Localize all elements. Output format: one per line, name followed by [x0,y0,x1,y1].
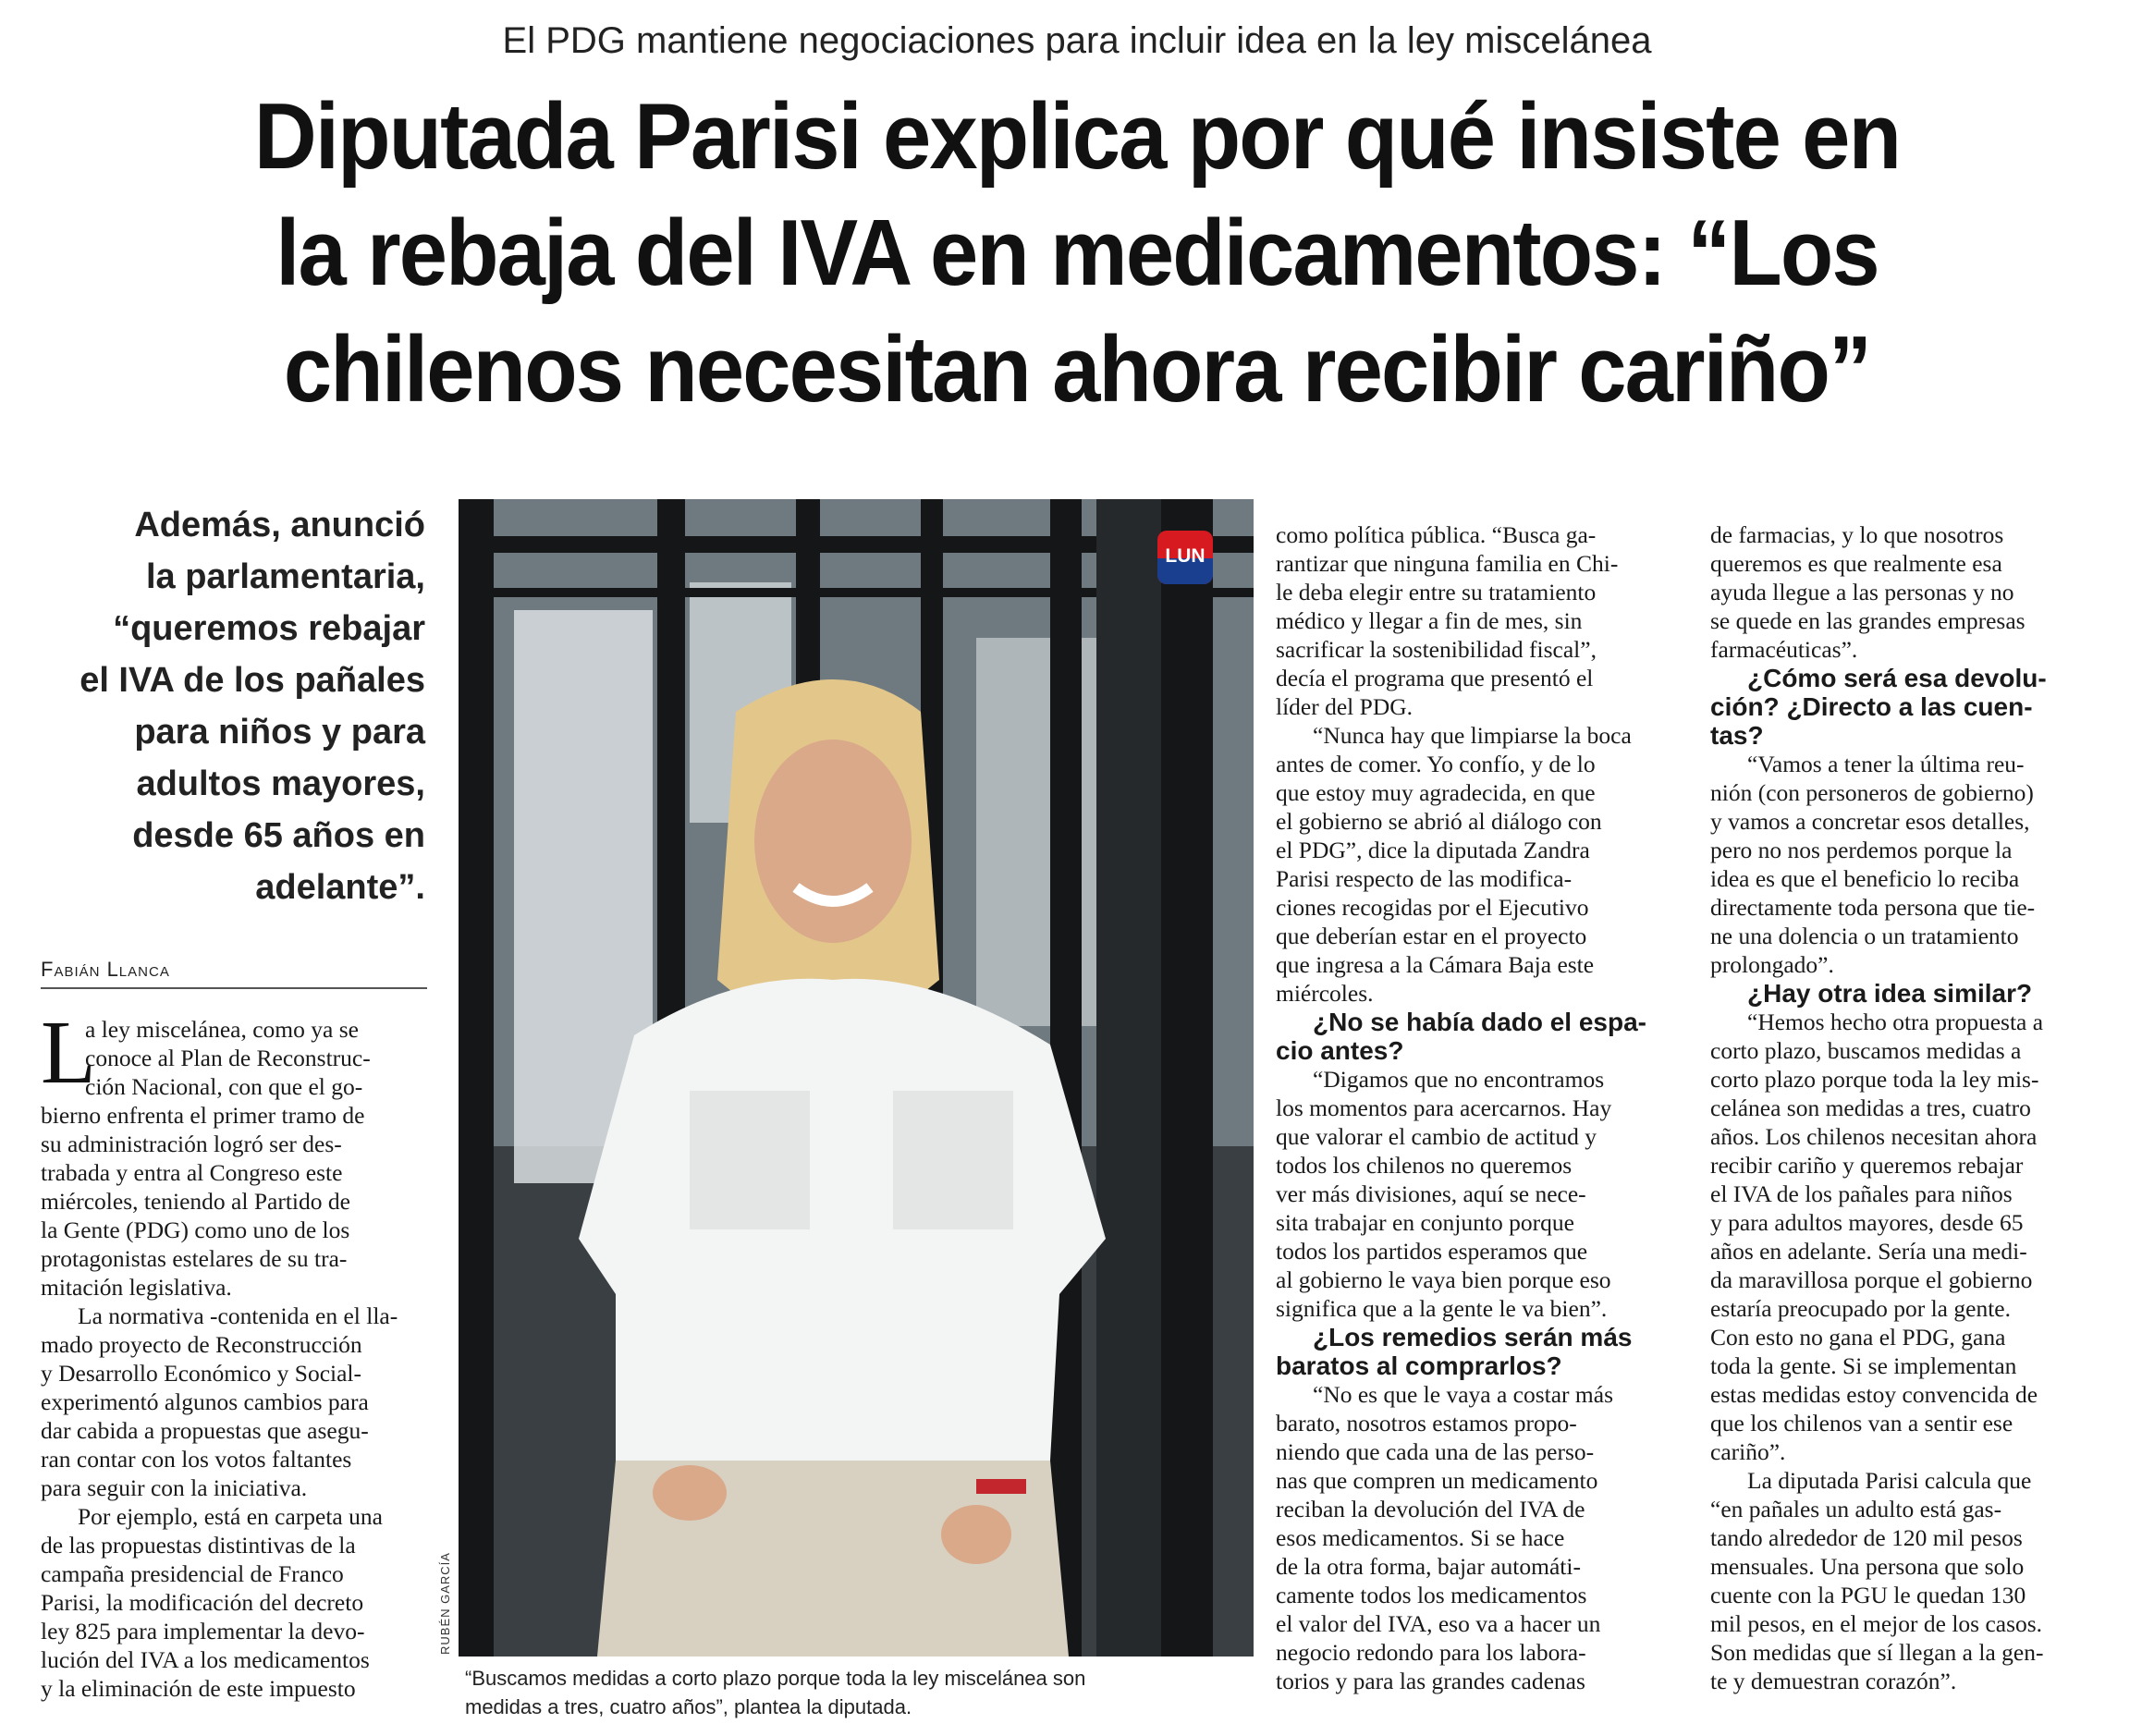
article-column-1 [41,1015,429,1703]
text-line: ciones recogidas por el Ejecutivo [1276,894,1589,921]
kicker: El PDG mantiene negociaciones para incluir idea en la ley miscelánea [502,20,1652,61]
text-line: los momentos para acercarnos. Hay [1276,1094,1612,1121]
text-line: que estoy muy agradecida, en que [1276,779,1596,806]
text-line: corto plazo, buscamos medidas a [1710,1037,2022,1064]
deck-line: para niños y para [134,713,425,752]
text-line: sita trabajar en conjunto porque [1276,1209,1574,1236]
text-line: recibir cariño y queremos rebajar [1710,1152,2024,1179]
photo-credit: RUBÉN GARCÍA [438,1552,452,1655]
text-line: idea es que el beneficio lo reciba [1710,865,2020,892]
text-line: a ley miscelánea, como ya se [85,1016,359,1043]
caption-line: medidas a tres, cuatro años”, plantea la diputada. [465,1695,912,1718]
text-line: rantizar que ninguna familia en Chi- [1276,550,1619,577]
deck-line: adelante”. [255,868,425,907]
article-column-4 [1710,520,2099,1695]
text-line: tando alrededor de 120 mil pesos [1710,1524,2023,1551]
text-line: antes de comer. Yo confío, y de lo [1276,751,1596,777]
text-line: reciban la devolución del IVA de [1276,1496,1585,1522]
text-line: como política pública. “Busca ga- [1276,521,1597,548]
text-line: mado proyecto de Reconstrucción [41,1331,362,1358]
text-line: para seguir con la iniciativa. [41,1474,308,1501]
text-line: cuente con la PGU le quedan 130 [1710,1582,2026,1608]
headline-line: la rebaja del IVA en medicamentos: “Los [275,202,1879,305]
text-line: mensuales. Una persona que solo [1710,1553,2025,1580]
deck [37,499,425,913]
text-line: toda la gente. Si se implementan [1710,1352,2017,1379]
text-line: Parisi, la modificación del decreto [41,1589,364,1616]
text-line: miércoles, teniendo al Partido de [41,1188,350,1215]
text-line: que deberían estar en el proyecto [1276,923,1587,949]
text-line: ley 825 para implementar la devo- [41,1618,365,1644]
deck-line: desde 65 años en [132,816,425,855]
text-line: ción Nacional, con que el go- [85,1073,363,1100]
photo-caption [465,1664,1251,1721]
text-line: estaría preocupado por la gente. [1710,1295,2011,1322]
text-line: que ingresa a la Cámara Baja este [1276,951,1595,978]
text-line: significa que a la gente le va bien”. [1276,1295,1608,1322]
text-line: prolongado”. [1710,951,1834,978]
text-line: de farmacias, y lo que nosotros [1710,521,2004,548]
text-line: ne una dolencia o un tratamiento [1710,923,2019,949]
text-line: nión (con personeros de gobierno) [1710,779,2034,806]
text-line: dar cabida a propuestas que asegu- [41,1417,369,1444]
deck-line: adultos mayores, [136,764,425,803]
lun-logo [1157,531,1213,584]
text-line: Con esto no gana el PDG, gana [1710,1324,2006,1351]
text-line: “Digamos que no encontramos [1313,1066,1605,1093]
text-line: negocio redondo para los labora- [1276,1639,1586,1666]
text-line: la Gente (PDG) como uno de los [41,1216,350,1243]
text-line: ayuda llegue a las personas y no [1710,579,2014,605]
text-line: su administración logró ser des- [41,1131,342,1157]
text-line: “Hemos hecho otra propuesta a [1747,1009,2044,1035]
text-line: y para adultos mayores, desde 65 [1710,1209,2024,1236]
headline [127,79,2026,428]
question-line: ¿Los remedios serán más [1313,1323,1633,1351]
headline-line: Diputada Parisi explica por qué insiste en [253,85,1901,189]
question-line: ¿No se había dado el espa- [1313,1008,1646,1036]
text-line: de las propuestas distintivas de la [41,1532,356,1559]
text-line: años. Los chilenos necesitan ahora [1710,1123,2038,1150]
text-line: da maravillosa porque el gobierno [1710,1266,2033,1293]
text-line: conoce al Plan de Reconstruc- [85,1045,371,1071]
text-line: bierno enfrenta el primer tramo de [41,1102,365,1129]
text-line: se quede en las grandes empresas [1710,607,2025,634]
byline: Fabián Llanca [41,958,427,989]
question-line: baratos al comprarlos? [1276,1351,1562,1380]
text-line: esos medicamentos. Si se hace [1276,1524,1565,1551]
caption-line: “Buscamos medidas a corto plazo porque toda la ley miscelánea son [465,1667,1086,1690]
text-line: queremos es que realmente esa [1710,550,2002,577]
text-line: La diputada Parisi calcula que [1747,1467,2032,1494]
text-line: que los chilenos van a sentir ese [1710,1410,2013,1436]
text-line: el gobierno se abrió al diálogo con [1276,808,1602,835]
text-line: directamente toda persona que tie- [1710,894,2036,921]
text-line: ran contar con los votos faltantes [41,1446,352,1473]
text-line: todos los partidos esperamos que [1276,1238,1588,1265]
question-line: tas? [1710,721,1764,750]
text-line: años en adelante. Sería una medi- [1710,1238,2027,1265]
article-photo [459,499,1254,1657]
deck-line: Además, anunció [134,506,425,544]
text-line: todos los chilenos no queremos [1276,1152,1573,1179]
question-line: cio antes? [1276,1036,1404,1065]
text-line: corto plazo porque toda la ley mis- [1710,1066,2039,1093]
text-line: barato, nosotros estamos propo- [1276,1410,1577,1436]
text-line: “Nunca hay que limpiarse la boca [1313,722,1632,749]
text-line: “Vamos a tener la última reu- [1747,751,2025,777]
text-line: mitación legislativa. [41,1274,232,1301]
dropcap: L [41,1003,96,1103]
text-line: y vamos a concretar esos detalles, [1710,808,2030,835]
text-line: te y demuestran corazón”. [1710,1668,1957,1694]
text-line: miércoles. [1276,980,1374,1007]
text-line: torios y para las grandes cadenas [1276,1668,1585,1694]
text-line: al gobierno le vaya bien porque eso [1276,1266,1611,1293]
text-line: celánea son medidas a tres, cuatro [1710,1094,2031,1121]
text-line: Parisi respecto de las modifica- [1276,865,1573,892]
text-line: campaña presidencial de Franco [41,1560,344,1587]
text-line: de la otra forma, bajar automáti- [1276,1553,1581,1580]
text-line: el PDG”, dice la diputada Zandra [1276,837,1590,863]
text-line: y Desarrollo Económico y Social- [41,1360,361,1387]
text-line: “en pañales un adulto está gas- [1710,1496,2002,1522]
text-line: el valor del IVA, eso va a hacer un [1276,1610,1601,1637]
question-line: ¿Hay otra idea similar? [1747,979,2033,1008]
text-line: médico y llegar a fin de mes, sin [1276,607,1583,634]
text-line: camente todos los medicamentos [1276,1582,1587,1608]
deck-line: la parlamentaria, [145,557,425,596]
text-line: líder del PDG. [1276,693,1414,720]
deck-line: “queremos rebajar [113,609,425,648]
article-column-3 [1276,520,1664,1695]
photo-illustration [459,499,1254,1657]
text-line: Son medidas que sí llegan a la gen- [1710,1639,2044,1666]
text-line: sacrificar la sostenibilidad fiscal”, [1276,636,1597,663]
text-line: “No es que le vaya a costar más [1313,1381,1613,1408]
question-line: ción? ¿Directo a las cuen- [1710,692,2033,721]
lun-logo-text: LUN [1165,545,1206,567]
text-line: le deba elegir entre su tratamiento [1276,579,1597,605]
text-line: lución del IVA a los medicamentos [41,1646,370,1673]
text-line: Por ejemplo, está en carpeta una [78,1503,383,1530]
text-line: pero no nos perdemos porque la [1710,837,2013,863]
text-line: experimentó algunos cambios para [41,1388,369,1415]
text-line: el IVA de los pañales para niños [1710,1180,2013,1207]
text-line: nas que compren un medicamento [1276,1467,1598,1494]
text-line: cariño”. [1710,1438,1786,1465]
text-line: niendo que cada una de las perso- [1276,1438,1595,1465]
question-line: ¿Cómo será esa devolu- [1747,664,2047,692]
headline-line: chilenos necesitan ahora recibir cariño” [283,318,1871,422]
text-line: farmacéuticas”. [1710,636,1858,663]
text-line: mil pesos, en el mejor de los casos. [1710,1610,2043,1637]
deck-line: el IVA de los pañales [80,661,425,700]
text-line: La normativa -contenida en el lla- [78,1302,398,1329]
text-line: que valorar el cambio de actitud y [1276,1123,1597,1150]
text-line: y la eliminación de este impuesto [41,1675,356,1702]
text-line: estas medidas estoy convencida de [1710,1381,2038,1408]
text-line: trabada y entra al Congreso este [41,1159,343,1186]
text-line: ver más divisiones, aquí se nece- [1276,1180,1586,1207]
text-line: protagonistas estelares de su tra- [41,1245,348,1272]
text-line: decía el programa que presentó el [1276,665,1594,691]
